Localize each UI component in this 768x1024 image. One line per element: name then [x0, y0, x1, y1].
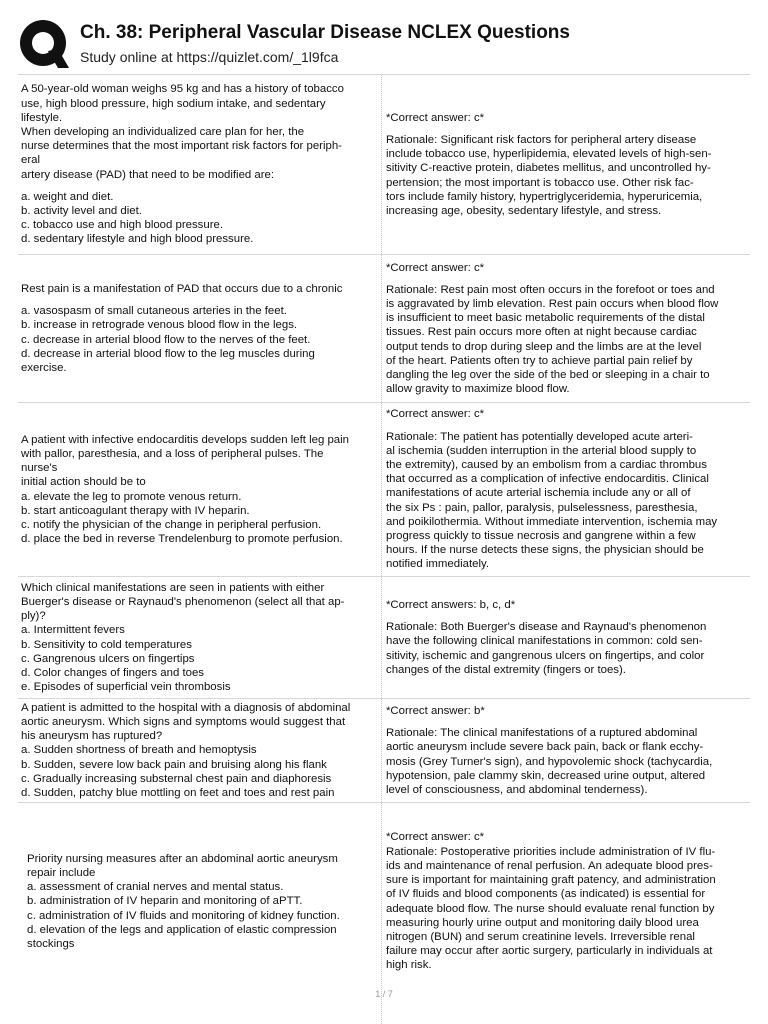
text-line: a. Intermittent fevers	[21, 624, 125, 637]
line-gap	[21, 182, 377, 190]
text-line: exercise.	[21, 361, 67, 374]
text-line: c. tobacco use and high blood pressure.	[21, 219, 224, 232]
text-line: b. start anticoagulant therapy with IV heparin.	[21, 504, 250, 517]
text-line: of the heart. Patients often try to achieve partial pain relief by	[386, 354, 693, 367]
text-line: b. Sensitivity to cold temperatures	[21, 638, 192, 651]
text-line: initial action should be to	[21, 476, 146, 489]
text-line: b. increase in retrograde venous blood flow in the legs.	[21, 319, 298, 332]
card-row	[18, 698, 750, 802]
text-line: d. elevation of the legs and application of elastic compression	[27, 923, 337, 936]
text-line: c. Gangrenous ulcers on fingertips	[21, 652, 195, 665]
text-line: e. Episodes of superficial vein thrombosis	[21, 681, 231, 694]
text-line: high risk.	[386, 959, 432, 972]
text-line: output tends to drop during sleep and the limbs are at the level	[386, 340, 702, 353]
card-row	[18, 402, 750, 576]
page-number: 1 / 7	[375, 989, 393, 999]
text-line: a. Sudden shortness of breath and hemoptysis	[21, 744, 257, 757]
text-line: hypotension, pale clammy skin, decreased urine output, altered	[386, 769, 706, 782]
text-line: Rationale: Postoperative priorities include administration of IV flu-	[386, 845, 716, 858]
text-line: ply)?	[21, 610, 46, 623]
text-line: nurse's	[21, 462, 58, 475]
line-gap	[21, 296, 377, 304]
text-line: of IV fluids and blood components (as indicated) is essential for	[386, 888, 706, 901]
text-line: d. decrease in arterial blood flow to the leg muscles during	[21, 347, 315, 360]
text-line: *Correct answer: b*	[386, 704, 485, 717]
text-line: the extremity), caused by an embolism from a cardiac thrombus	[386, 458, 707, 471]
text-line: c. Gradually increasing substernal chest pain and diaphoresis	[21, 772, 332, 785]
text-line: tissues. Rest pain occurs more often at night because cardiac	[386, 326, 697, 339]
text-line: b. administration of IV heparin and monitoring of aPTT.	[27, 895, 303, 908]
text-line: *Correct answer: c*	[386, 831, 485, 844]
card-answer	[386, 803, 748, 1000]
text-line: When developing an individualized care plan for her, the	[21, 125, 305, 138]
column-divider	[381, 255, 382, 402]
text-line: level of consciousness, and abdominal tenderness).	[386, 783, 648, 796]
text-line: hours. If the nurse detects these signs, the physician should be	[386, 544, 704, 557]
text-line: eral	[21, 154, 40, 167]
text-line: aortic aneurysm include severe back pain, back or flank ecchy-	[386, 741, 704, 754]
text-line: have the following clinical manifestations in common: cold sen-	[386, 635, 703, 648]
text-line: d. Color changes of fingers and toes	[21, 666, 204, 679]
text-line: b. activity level and diet.	[21, 205, 142, 217]
text-line: changes of the distal extremity (fingers or toes).	[386, 663, 626, 676]
text-line: d. Sudden, patchy blue mottling on feet and toes and rest pain	[21, 787, 335, 799]
text-line: with pallor, paresthesia, and a loss of peripheral pulses. The	[21, 447, 324, 460]
card-question	[21, 75, 377, 254]
column-divider	[381, 699, 382, 802]
text-line: nurse determines that the most important risk factors for periph-	[21, 140, 342, 153]
text-line: A 50-year-old woman weighs 95 kg and has a history of tobacco	[21, 83, 344, 96]
card-answer	[386, 577, 748, 698]
column-divider	[381, 75, 382, 254]
text-line: notified immediately.	[386, 558, 489, 571]
column-divider	[381, 403, 382, 576]
text-line: c. administration of IV fluids and monitoring of kidney function.	[27, 909, 340, 922]
page-header	[18, 18, 758, 74]
text-line: measuring hourly urine output and monitoring daily blood urea	[386, 916, 699, 929]
quizlet-logo-icon	[18, 18, 70, 70]
line-gap	[386, 125, 748, 133]
card-row	[18, 254, 750, 402]
card-answer	[386, 699, 748, 802]
text-line: that occurred as a complication of infective endocarditis. Clinical	[386, 473, 709, 486]
text-line: c. notify the physician of the change in peripheral perfusion.	[21, 518, 322, 531]
card-answer	[386, 75, 748, 254]
text-line: artery disease (PAD) that need to be modified are:	[21, 168, 275, 181]
text-line: a. elevate the leg to promote venous return.	[21, 490, 242, 503]
text-line: a. assessment of cranial nerves and mental status.	[27, 881, 284, 894]
text-line: *Correct answers: b, c, d*	[386, 598, 516, 611]
text-line: b. Sudden, severe low back pain and bruising along his flank	[21, 758, 327, 771]
card-question	[21, 699, 377, 802]
text-line: stockings	[27, 938, 75, 950]
text-line: A patient is admitted to the hospital with a diagnosis of abdominal	[21, 701, 351, 714]
text-line: and poikilothermia. Without immediate intervention, ischemia may	[386, 515, 718, 528]
card-answer	[386, 403, 748, 576]
text-line: a. vasospasm of small cutaneous arteries in the feet.	[21, 305, 287, 318]
card-question	[21, 255, 377, 402]
text-line: allow gravity to maximize blood flow.	[386, 383, 570, 396]
text-line: progress quickly to tissue necrosis and gangrene within a few	[386, 530, 696, 542]
text-line: sitivity, ischemic and gangrenous ulcers on fingertips, and color	[386, 649, 705, 662]
text-line: d. place the bed in reverse Trendelenburg to promote perfusion.	[21, 533, 343, 546]
text-line: c. decrease in arterial blood flow to the nerves of the feet.	[21, 333, 311, 346]
line-gap	[386, 718, 748, 726]
text-line: Rationale: Significant risk factors for peripheral artery disease	[386, 133, 697, 146]
text-line: Rationale: Rest pain most often occurs in the forefoot or toes and	[386, 283, 715, 296]
text-line: sitivity C-reactive protein, diabetes mellitus, and uncontrolled hy-	[386, 162, 711, 175]
page-title: Ch. 38: Peripheral Vascular Disease NCLEX Questions	[80, 22, 570, 43]
text-line: *Correct answer: c*	[386, 111, 485, 124]
text-line: Rationale: Both Buerger's disease and Raynaud's phenomenon	[386, 621, 707, 634]
text-line: aortic aneurysm. Which signs and symptoms would suggest that	[21, 715, 346, 728]
text-line: *Correct answer: c*	[386, 261, 485, 274]
text-line: is insufficient to meet basic metabolic requirements of the distal	[386, 312, 705, 325]
text-line: dangling the leg over the side of the bed or sleeping in a chair to	[386, 369, 710, 381]
text-line: al ischemia (sudden interruption in the arterial blood supply to	[386, 444, 697, 457]
text-line: a. weight and diet.	[21, 190, 114, 203]
column-divider	[381, 577, 382, 698]
text-line: Rest pain is a manifestation of PAD that occurs due to a chronic	[21, 282, 343, 295]
text-line: Priority nursing measures after an abdominal aortic aneurysm	[27, 852, 338, 865]
line-gap	[386, 612, 748, 620]
text-line: d. sedentary lifestyle and high blood pressure.	[21, 233, 254, 246]
text-line: A patient with infective endocarditis develops sudden left leg pain	[21, 433, 350, 446]
text-line: failure may occur after aortic surgery, particularly in individuals at	[386, 945, 713, 958]
text-line: use, high blood pressure, high sodium intake, and sedentary	[21, 97, 326, 110]
card-row	[18, 576, 750, 698]
line-gap	[386, 275, 748, 283]
card-question	[21, 577, 377, 698]
text-line: tors include family history, hypertriglyceridemia, hyperuricemia,	[386, 190, 703, 203]
text-line: Buerger's disease or Raynaud's phenomenon (select all that ap-	[21, 595, 345, 608]
card-question	[27, 803, 383, 1000]
text-line: include tobacco use, hyperlipidemia, elevated levels of high-sen-	[386, 148, 712, 161]
text-line: ids and maintenance of renal perfusion. An adequate blood pres-	[386, 859, 713, 872]
card-question	[21, 403, 377, 576]
text-line: Rationale: The clinical manifestations of a ruptured abdominal	[386, 727, 698, 740]
card-answer	[386, 255, 748, 402]
card-row	[18, 74, 750, 254]
text-line: sure is important for maintaining graft patency, and administration	[386, 874, 716, 887]
text-line: nitrogen (BUN) and serum creatinine levels. Irreversible renal	[386, 930, 695, 943]
text-line: mosis (Grey Turner's sign), and hypovolemic shock (tachycardia,	[386, 755, 713, 768]
text-line: pertension; the most important is tobacco use. Other risk fac-	[386, 176, 694, 189]
text-line: Which clinical manifestations are seen in patients with either	[21, 581, 325, 594]
text-line: increasing age, obesity, sedentary lifestyle, and stress.	[386, 205, 662, 217]
text-line: *Correct answer: c*	[386, 408, 485, 421]
study-online-link[interactable]: Study online at https://quizlet.com/_1l9fca	[80, 49, 339, 65]
text-line: manifestations of acute arterial ischemia include any or all of	[386, 487, 691, 500]
text-line: Rationale: The patient has potentially developed acute arteri-	[386, 430, 693, 443]
text-line: is aggravated by limb elevation. Rest pain occurs when blood flow	[386, 297, 719, 310]
text-line: his aneurysm has ruptured?	[21, 730, 163, 743]
text-line: lifestyle.	[21, 111, 63, 124]
text-line: repair include	[27, 866, 96, 879]
line-gap	[386, 422, 748, 430]
text-line: adequate blood flow. The nurse should evaluate renal function by	[386, 902, 715, 915]
text-line: the six Ps : pain, pallor, paralysis, pulselessness, paresthesia,	[386, 501, 698, 514]
